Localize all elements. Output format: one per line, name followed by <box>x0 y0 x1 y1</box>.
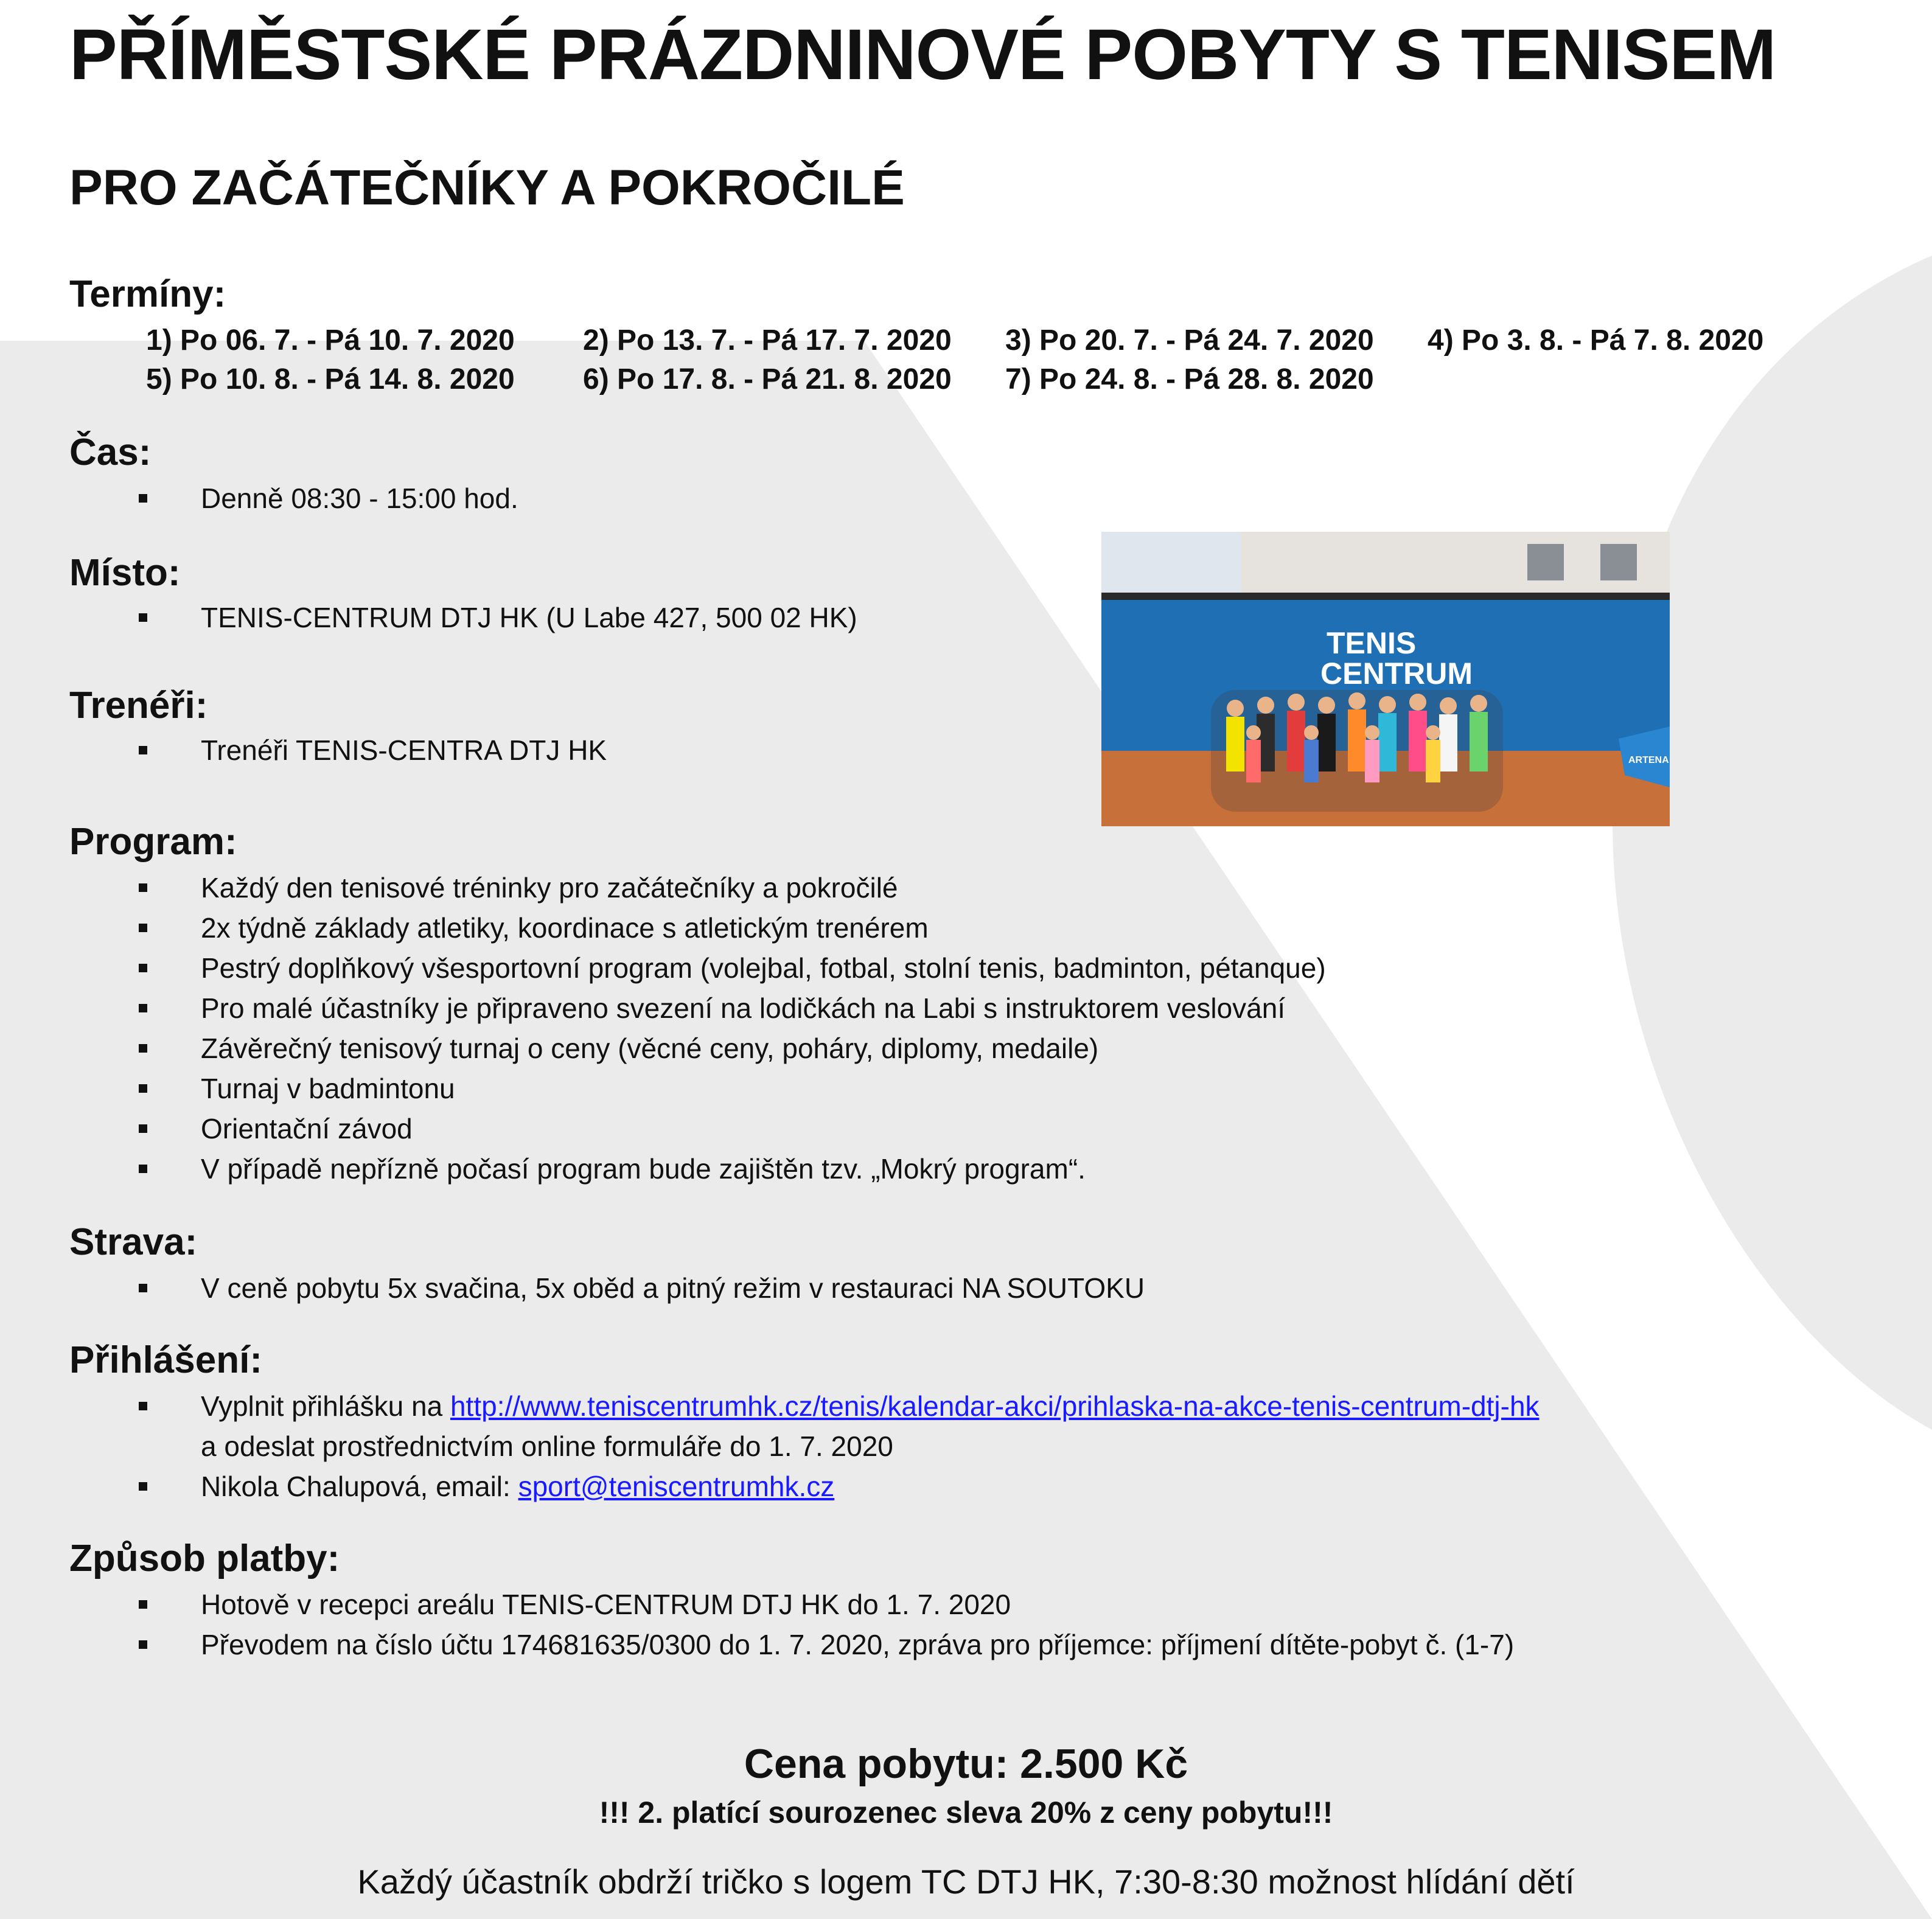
discount-note: !!! 2. platící sourozenec sleva 20% z ceny pobytu!!! <box>599 1795 1333 1830</box>
term-item: 7) Po 24. 8. - Pá 28. 8. 2020 <box>1005 363 1374 395</box>
coaches-item <box>201 734 607 767</box>
payment-text: Hotově v recepci areálu TENIS-CENTRUM DTJ HK do 1. 7. 2020 <box>201 1589 1011 1620</box>
program-text: Závěrečný tenisový turnaj o ceny (věcné ceny, poháry, diplomy, medaile) <box>201 1033 1099 1064</box>
place-text: TENIS-CENTRUM DTJ HK (U Labe 427, 500 02 HK) <box>201 602 857 633</box>
bullet-icon <box>139 613 147 622</box>
photo-banner-text: ARTENA <box>1628 755 1669 765</box>
program-item <box>201 1032 1098 1065</box>
program-item <box>201 952 1326 984</box>
program-text: V případě nepřízně počasí program bude zajištěn tzv. „Mokrý program“. <box>201 1153 1086 1185</box>
bullet-icon <box>139 1124 147 1133</box>
place-heading: Místo: <box>69 552 181 594</box>
payment-item <box>201 1628 1514 1661</box>
bullet-icon <box>139 1084 147 1093</box>
signup-link[interactable]: http://www.teniscentrumhk.cz/tenis/kalendar-akci/prihlaska-na-akce-tenis-centrum-dtj-hk <box>450 1390 1540 1422</box>
food-item <box>201 1272 1145 1304</box>
contact-item <box>201 1470 834 1503</box>
program-text: 2x týdně základy atletiky, koordinace s atletickým trenérem <box>201 912 929 944</box>
place-item <box>201 601 857 634</box>
food-text: V ceně pobytu 5x svačina, 5x oběd a pitný režim v restauraci NA SOUTOKU <box>201 1272 1145 1304</box>
payment-item <box>201 1588 1011 1621</box>
program-item <box>201 992 1285 1025</box>
group-photo-illustration <box>1101 532 1670 826</box>
signup-item <box>201 1390 1540 1423</box>
program-item <box>201 1112 413 1145</box>
program-text: Pro malé účastníky je připraveno svezení na lodičkách na Labi s instruktorem veslování <box>201 992 1286 1024</box>
page-subtitle: PRO ZAČÁTEČNÍKY A POKROČILÉ <box>69 160 905 215</box>
food-heading: Strava: <box>69 1221 198 1263</box>
program-text: Pestrý doplňkový všesportovní program (volejbal, fotbal, stolní tenis, badminton, pétanque) <box>201 952 1326 984</box>
payment-text: Převodem na číslo účtu 174681635/0300 do 1. 7. 2020, zpráva pro příjemce: příjmení dítěte-pobyt č. (1-7) <box>201 1629 1515 1660</box>
time-text: Denně 08:30 - 15:00 hod. <box>201 482 518 514</box>
signup-text: Vyplnit přihlášku na <box>201 1390 450 1422</box>
group-photo <box>1101 532 1670 826</box>
coaches-text: Trenéři TENIS-CENTRA DTJ HK <box>201 734 607 766</box>
bullet-icon <box>139 964 147 972</box>
bullet-icon <box>139 746 147 754</box>
term-item: 4) Po 3. 8. - Pá 7. 8. 2020 <box>1428 324 1764 357</box>
coaches-heading: Trenéři: <box>69 684 208 726</box>
term-item: 2) Po 13. 7. - Pá 17. 7. 2020 <box>583 324 952 357</box>
photo-sign-line2: CENTRUM <box>1320 656 1473 691</box>
bullet-icon <box>139 1004 147 1012</box>
page-title: PŘÍMĚSTSKÉ PRÁZDNINOVÉ POBYTY S TENISEM <box>69 15 1776 95</box>
term-item: 3) Po 20. 7. - Pá 24. 7. 2020 <box>1005 324 1374 357</box>
program-item <box>201 871 898 904</box>
contact-text: Nikola Chalupová, email: <box>201 1471 518 1502</box>
time-item <box>201 482 518 515</box>
bullet-icon <box>139 883 147 892</box>
bullet-icon <box>139 1284 147 1292</box>
program-item <box>201 911 929 944</box>
contact-email-link[interactable]: sport@teniscentrumhk.cz <box>518 1471 835 1502</box>
bullet-icon <box>139 1600 147 1609</box>
term-item: 5) Po 10. 8. - Pá 14. 8. 2020 <box>146 363 515 395</box>
price: Cena pobytu: 2.500 Kč <box>744 1741 1188 1787</box>
footer-note: Každý účastník obdrží tričko s logem TC DTJ HK, 7:30-8:30 možnost hlídání dětí <box>357 1862 1575 1901</box>
program-item <box>201 1152 1086 1185</box>
signup-item-continuation: a odeslat prostřednictvím online formuláře do 1. 7. 2020 <box>201 1430 893 1462</box>
bullet-icon <box>139 1482 147 1491</box>
terms-heading: Termíny: <box>69 273 226 315</box>
bullet-icon <box>139 494 147 503</box>
group-of-children <box>1211 690 1503 812</box>
payment-heading: Způsob platby: <box>69 1538 340 1579</box>
bullet-icon <box>139 1165 147 1173</box>
program-text: Orientační závod <box>201 1113 413 1144</box>
term-item: 6) Po 17. 8. - Pá 21. 8. 2020 <box>583 363 952 395</box>
program-item <box>201 1072 455 1105</box>
program-heading: Program: <box>69 821 237 863</box>
program-text: Každý den tenisové tréninky pro začátečníky a pokročilé <box>201 872 898 904</box>
term-item: 1) Po 06. 7. - Pá 10. 7. 2020 <box>146 324 515 357</box>
signup-heading: Přihlášení: <box>69 1339 262 1381</box>
bullet-icon <box>139 1640 147 1649</box>
bullet-icon <box>139 1044 147 1053</box>
photo-sign-line1: TENIS <box>1327 626 1417 660</box>
program-text: Turnaj v badmintonu <box>201 1073 455 1104</box>
bullet-icon <box>139 924 147 932</box>
bullet-icon <box>139 1402 147 1410</box>
time-heading: Čas: <box>69 431 152 473</box>
